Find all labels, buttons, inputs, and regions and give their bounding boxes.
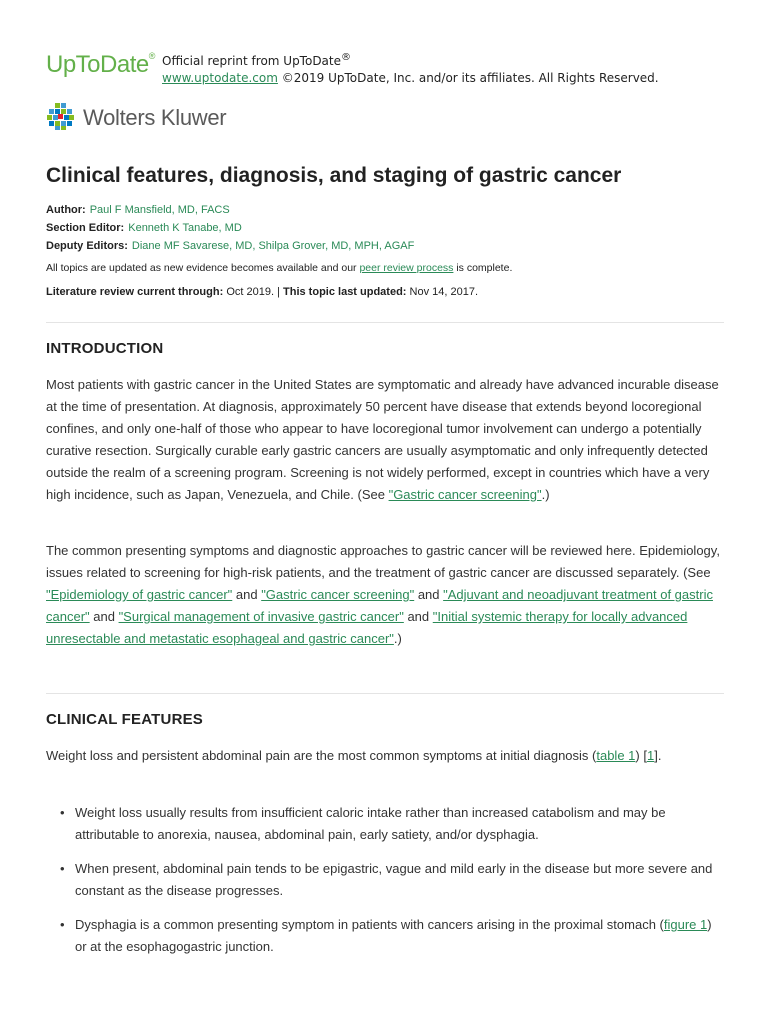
updated-label: This topic last updated:: [283, 286, 407, 298]
divider: [46, 693, 724, 694]
list-item: [60, 802, 724, 846]
article-metadata: [46, 201, 414, 255]
clinical-p-mid: ) [: [635, 748, 647, 763]
update-note-post: is complete.: [453, 262, 513, 274]
intro-p2-text: The common presenting symptoms and diagnostic approaches to gastric cancer will be reviewed here. Epidemiology, issues related to screening for high-risk patients, and the treatment of gastric cancer are discussed separately. (See: [46, 543, 720, 580]
bullet-abdominal-pain: When present, abdominal pain tends to be epigastric, vague and mild early in the disease but more severe and constant as the disease progresses.: [75, 861, 713, 898]
reprint-header: [46, 45, 746, 85]
uptodate-logo[interactable]: [46, 51, 155, 79]
section-editor-label: Section Editor:: [46, 222, 125, 234]
clinical-p-text: Weight loss and persistent abdominal pain are the most common symptoms at initial diagnosis (: [46, 748, 597, 763]
introduction-heading: INTRODUCTION: [46, 340, 164, 357]
peer-review-link[interactable]: peer review process: [359, 262, 454, 274]
uptodate-logo-reg: ®: [148, 51, 155, 61]
intro-p2-end: .): [393, 631, 402, 646]
wolters-kluwer-text: Wolters Kluwer: [83, 105, 227, 130]
intro-p2-and-4: and: [403, 609, 433, 624]
author-label: Author:: [46, 204, 86, 216]
uptodate-logo-text: UpToDate: [46, 51, 149, 78]
clinical-p-end: ].: [654, 748, 662, 763]
uptodate-site-link[interactable]: www.uptodate.com: [162, 71, 278, 85]
reprint-line: Official reprint from UpToDate: [162, 54, 341, 68]
table-1-link[interactable]: table 1: [596, 748, 636, 763]
bullet-dysphagia-post: ) or at the esophagogastric junction.: [75, 917, 712, 954]
deputy-editors-link[interactable]: Diane MF Savarese, MD, Shilpa Grover, MD, MPH, AGAF: [131, 240, 415, 252]
update-note-pre: All topics are updated as new evidence becomes available and our: [46, 262, 360, 274]
reprint-notice: [162, 49, 659, 87]
screening-link[interactable]: "Gastric cancer screening": [261, 587, 415, 602]
intro-p1-text: Most patients with gastric cancer in the United States are symptomatic and already have advanced incurable disease at the time of presentation. At diagnosis, approximately 50 percent have disease that extends beyond locoregional confines, and only one-half of those who appear to have locoregional tumor involvement can undergo a potentially curative resection. Surgically curable early gastric cancers are usually asymptomatic and only infrequently detected outside the realm of a screening program. Screening is not widely performed, except in countries which have a very high incidence, such as Japan, Venezuela, and Chile. (See: [46, 377, 719, 502]
page-title: Clinical features, diagnosis, and staging of gastric cancer: [46, 164, 622, 187]
introduction-paragraph-2: [46, 540, 724, 650]
update-note: [46, 262, 512, 274]
author-link[interactable]: Paul F Mansfield, MD, FACS: [89, 204, 230, 216]
bullet-dysphagia-pre: Dysphagia is a common presenting symptom in patients with cancers arising in the proximal stomach (: [75, 917, 664, 932]
updated-value: Nov 14, 2017.: [409, 286, 479, 298]
author-row: [46, 201, 414, 219]
list-item: [60, 914, 724, 958]
bullet-weight-loss: Weight loss usually results from insufficient caloric intake rather than increased catabolism and may be attributable to anorexia, nausea, abdominal pain, early satiety, and/or dysphagia.: [75, 805, 666, 842]
copyright-text: ©2019 UpToDate, Inc. and/or its affiliates. All Rights Reserved.: [281, 71, 659, 85]
clinical-features-heading: CLINICAL FEATURES: [46, 711, 204, 728]
review-value: Oct 2019.: [226, 286, 275, 298]
figure-1-link[interactable]: figure 1: [663, 917, 708, 932]
systemic-therapy-link[interactable]: "Initial systemic therapy for locally advanced unresectable and metastatic esophageal and gastric cancer": [46, 609, 688, 646]
section-editor-link[interactable]: Kenneth K Tanabe, MD: [128, 222, 242, 234]
intro-p2-and-3: and: [89, 609, 119, 624]
list-item: [60, 858, 724, 902]
introduction-paragraph-1: [46, 374, 724, 506]
intro-p2-and-2: and: [414, 587, 444, 602]
epidemiology-link[interactable]: "Epidemiology of gastric cancer": [46, 587, 233, 602]
deputy-editors-row: [46, 237, 414, 255]
section-editor-row: [46, 219, 414, 237]
reprint-reg: ®: [341, 52, 351, 63]
divider: [46, 322, 724, 323]
review-dates: Literature review current through: Oct 2019. | This topic last updated: Nov 14, 2017.: [46, 286, 479, 298]
intro-p1-end: .): [541, 487, 550, 502]
deputy-editors-label: Deputy Editors:: [46, 240, 128, 252]
clinical-features-paragraph: [46, 745, 724, 767]
symptom-list: [60, 802, 724, 970]
review-label: Literature review current through:: [46, 286, 224, 298]
reference-1-link[interactable]: 1: [646, 748, 655, 763]
intro-p2-and-1: and: [232, 587, 262, 602]
surgical-management-link[interactable]: "Surgical management of invasive gastric cancer": [118, 609, 404, 624]
gastric-cancer-screening-link[interactable]: "Gastric cancer screening": [388, 487, 542, 502]
adjuvant-treatment-link[interactable]: "Adjuvant and neoadjuvant treatment of gastric cancer": [46, 587, 713, 624]
wolters-kluwer-mark-icon: [46, 102, 75, 131]
